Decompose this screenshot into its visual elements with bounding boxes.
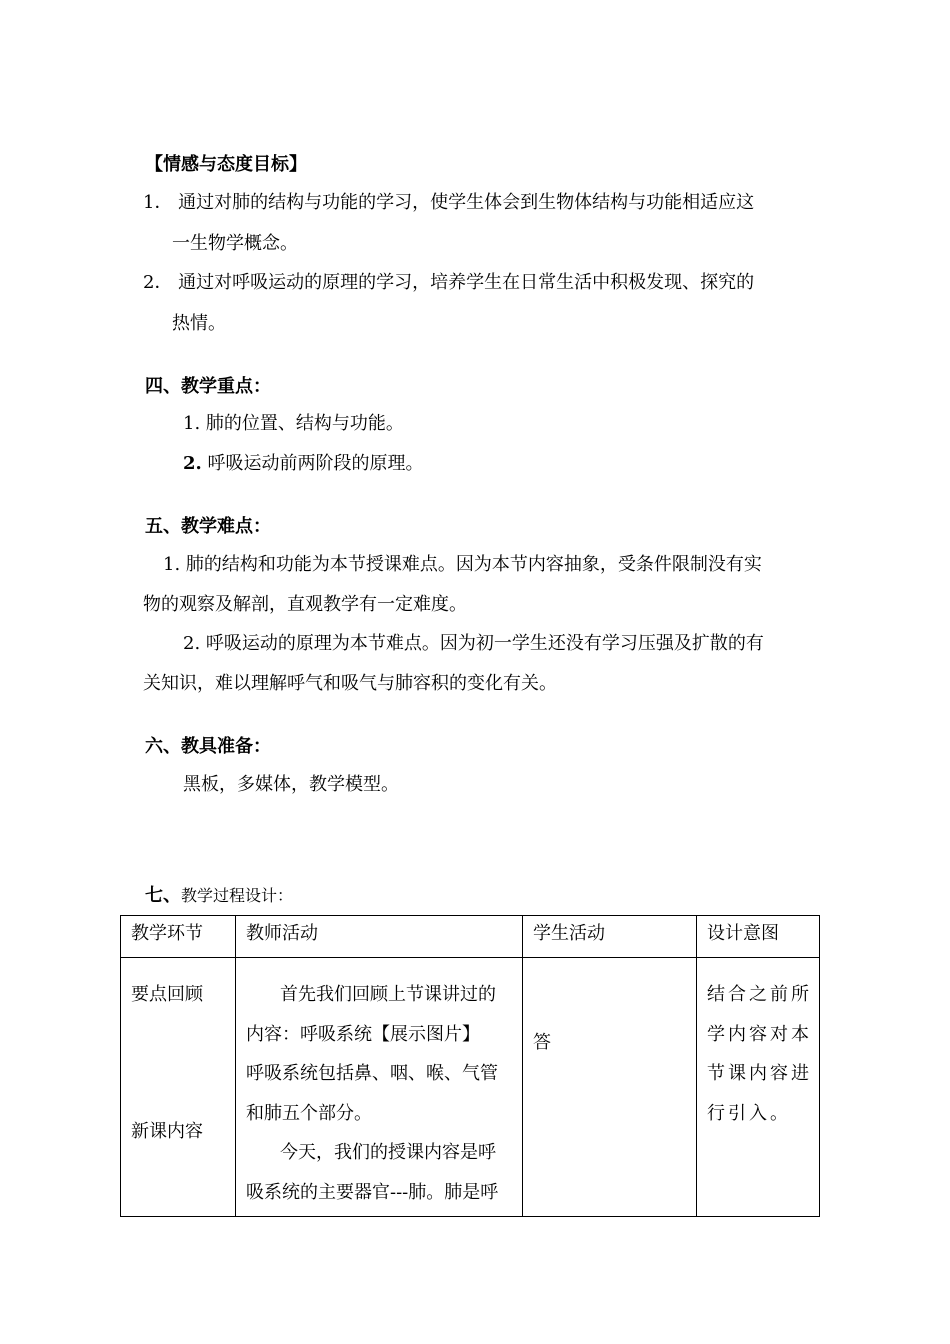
column-header-teacher-label: 教师活动	[246, 923, 318, 944]
stage-cell	[121, 958, 236, 1217]
design-intent-cell	[697, 958, 820, 1217]
affective-item-1-line-2: 一生物学概念。	[172, 233, 298, 254]
difficulty-1-line-1: 1. 肺的结构和功能为本节授课难点。因为本节内容抽象，受条件限制没有实	[163, 554, 762, 575]
table-row	[121, 958, 820, 1217]
key-point-2-text: 呼吸运动前两阶段的原理。	[207, 453, 424, 474]
affective-item-2-line-2: 热情。	[172, 313, 226, 334]
stage-new-content: 新课内容	[131, 1121, 203, 1142]
key-point-1: 1. 肺的位置、结构与功能。	[183, 413, 404, 434]
teacher-line-4: 和肺五个部分。	[246, 1103, 372, 1124]
process-heading-text: 教学过程设计：	[181, 886, 294, 905]
teacher-line-6: 吸系统的主要器官---肺。肺是呼	[246, 1182, 499, 1203]
materials-text: 黑板，多媒体，教学模型。	[183, 774, 399, 795]
teacher-line-3: 呼吸系统包括鼻、咽、喉、气管	[246, 1063, 498, 1084]
column-header-stage-label: 教学环节	[131, 923, 203, 944]
process-heading	[145, 881, 293, 907]
key-point-2-number: 2.	[183, 453, 202, 474]
student-activity-cell	[523, 958, 697, 1217]
teaching-process-table	[120, 915, 820, 1217]
intent-line-2: 学内容对本	[707, 1024, 812, 1045]
student-answer: 答	[533, 1032, 551, 1053]
difficulty-1-line-2: 物的观察及解剖，直观教学有一定难度。	[143, 594, 467, 615]
stage-review: 要点回顾	[131, 984, 203, 1005]
affective-goals-heading: 【情感与态度目标】	[145, 154, 307, 175]
intent-line-1: 结合之前所	[707, 984, 812, 1005]
column-header-intent	[697, 916, 820, 958]
column-header-stage	[121, 916, 236, 958]
key-point-2	[183, 449, 424, 475]
teacher-line-2: 内容：呼吸系统【展示图片】	[246, 1024, 480, 1045]
table-header-row	[121, 916, 820, 958]
teacher-line-1: 首先我们回顾上节课讲过的	[280, 984, 496, 1005]
column-header-intent-label: 设计意图	[707, 923, 779, 944]
teacher-activity-cell	[236, 958, 523, 1217]
difficulty-2-line-2: 关知识，难以理解呼气和吸气与肺容积的变化有关。	[143, 673, 557, 694]
process-heading-number: 七、	[145, 885, 181, 906]
column-header-teacher	[236, 916, 523, 958]
difficulty-2-line-1: 2. 呼吸运动的原理为本节难点。因为初一学生还没有学习压强及扩散的有	[183, 633, 764, 654]
teacher-line-5: 今天，我们的授课内容是呼	[280, 1142, 496, 1163]
key-points-heading: 四、教学重点：	[145, 376, 271, 397]
materials-heading: 六、教具准备：	[145, 736, 271, 757]
intent-line-4: 行引入。	[707, 1103, 791, 1124]
affective-item-1-line-1: 1． 通过对肺的结构与功能的学习，使学生体会到生物体结构与功能相适应这	[143, 192, 755, 213]
difficulties-heading: 五、教学难点：	[145, 516, 271, 537]
column-header-student	[523, 916, 697, 958]
column-header-student-label: 学生活动	[533, 923, 605, 944]
affective-item-2-line-1: 2． 通过对呼吸运动的原理的学习，培养学生在日常生活中积极发现、探究的	[143, 272, 755, 293]
intent-line-3: 节课内容进	[707, 1063, 812, 1084]
